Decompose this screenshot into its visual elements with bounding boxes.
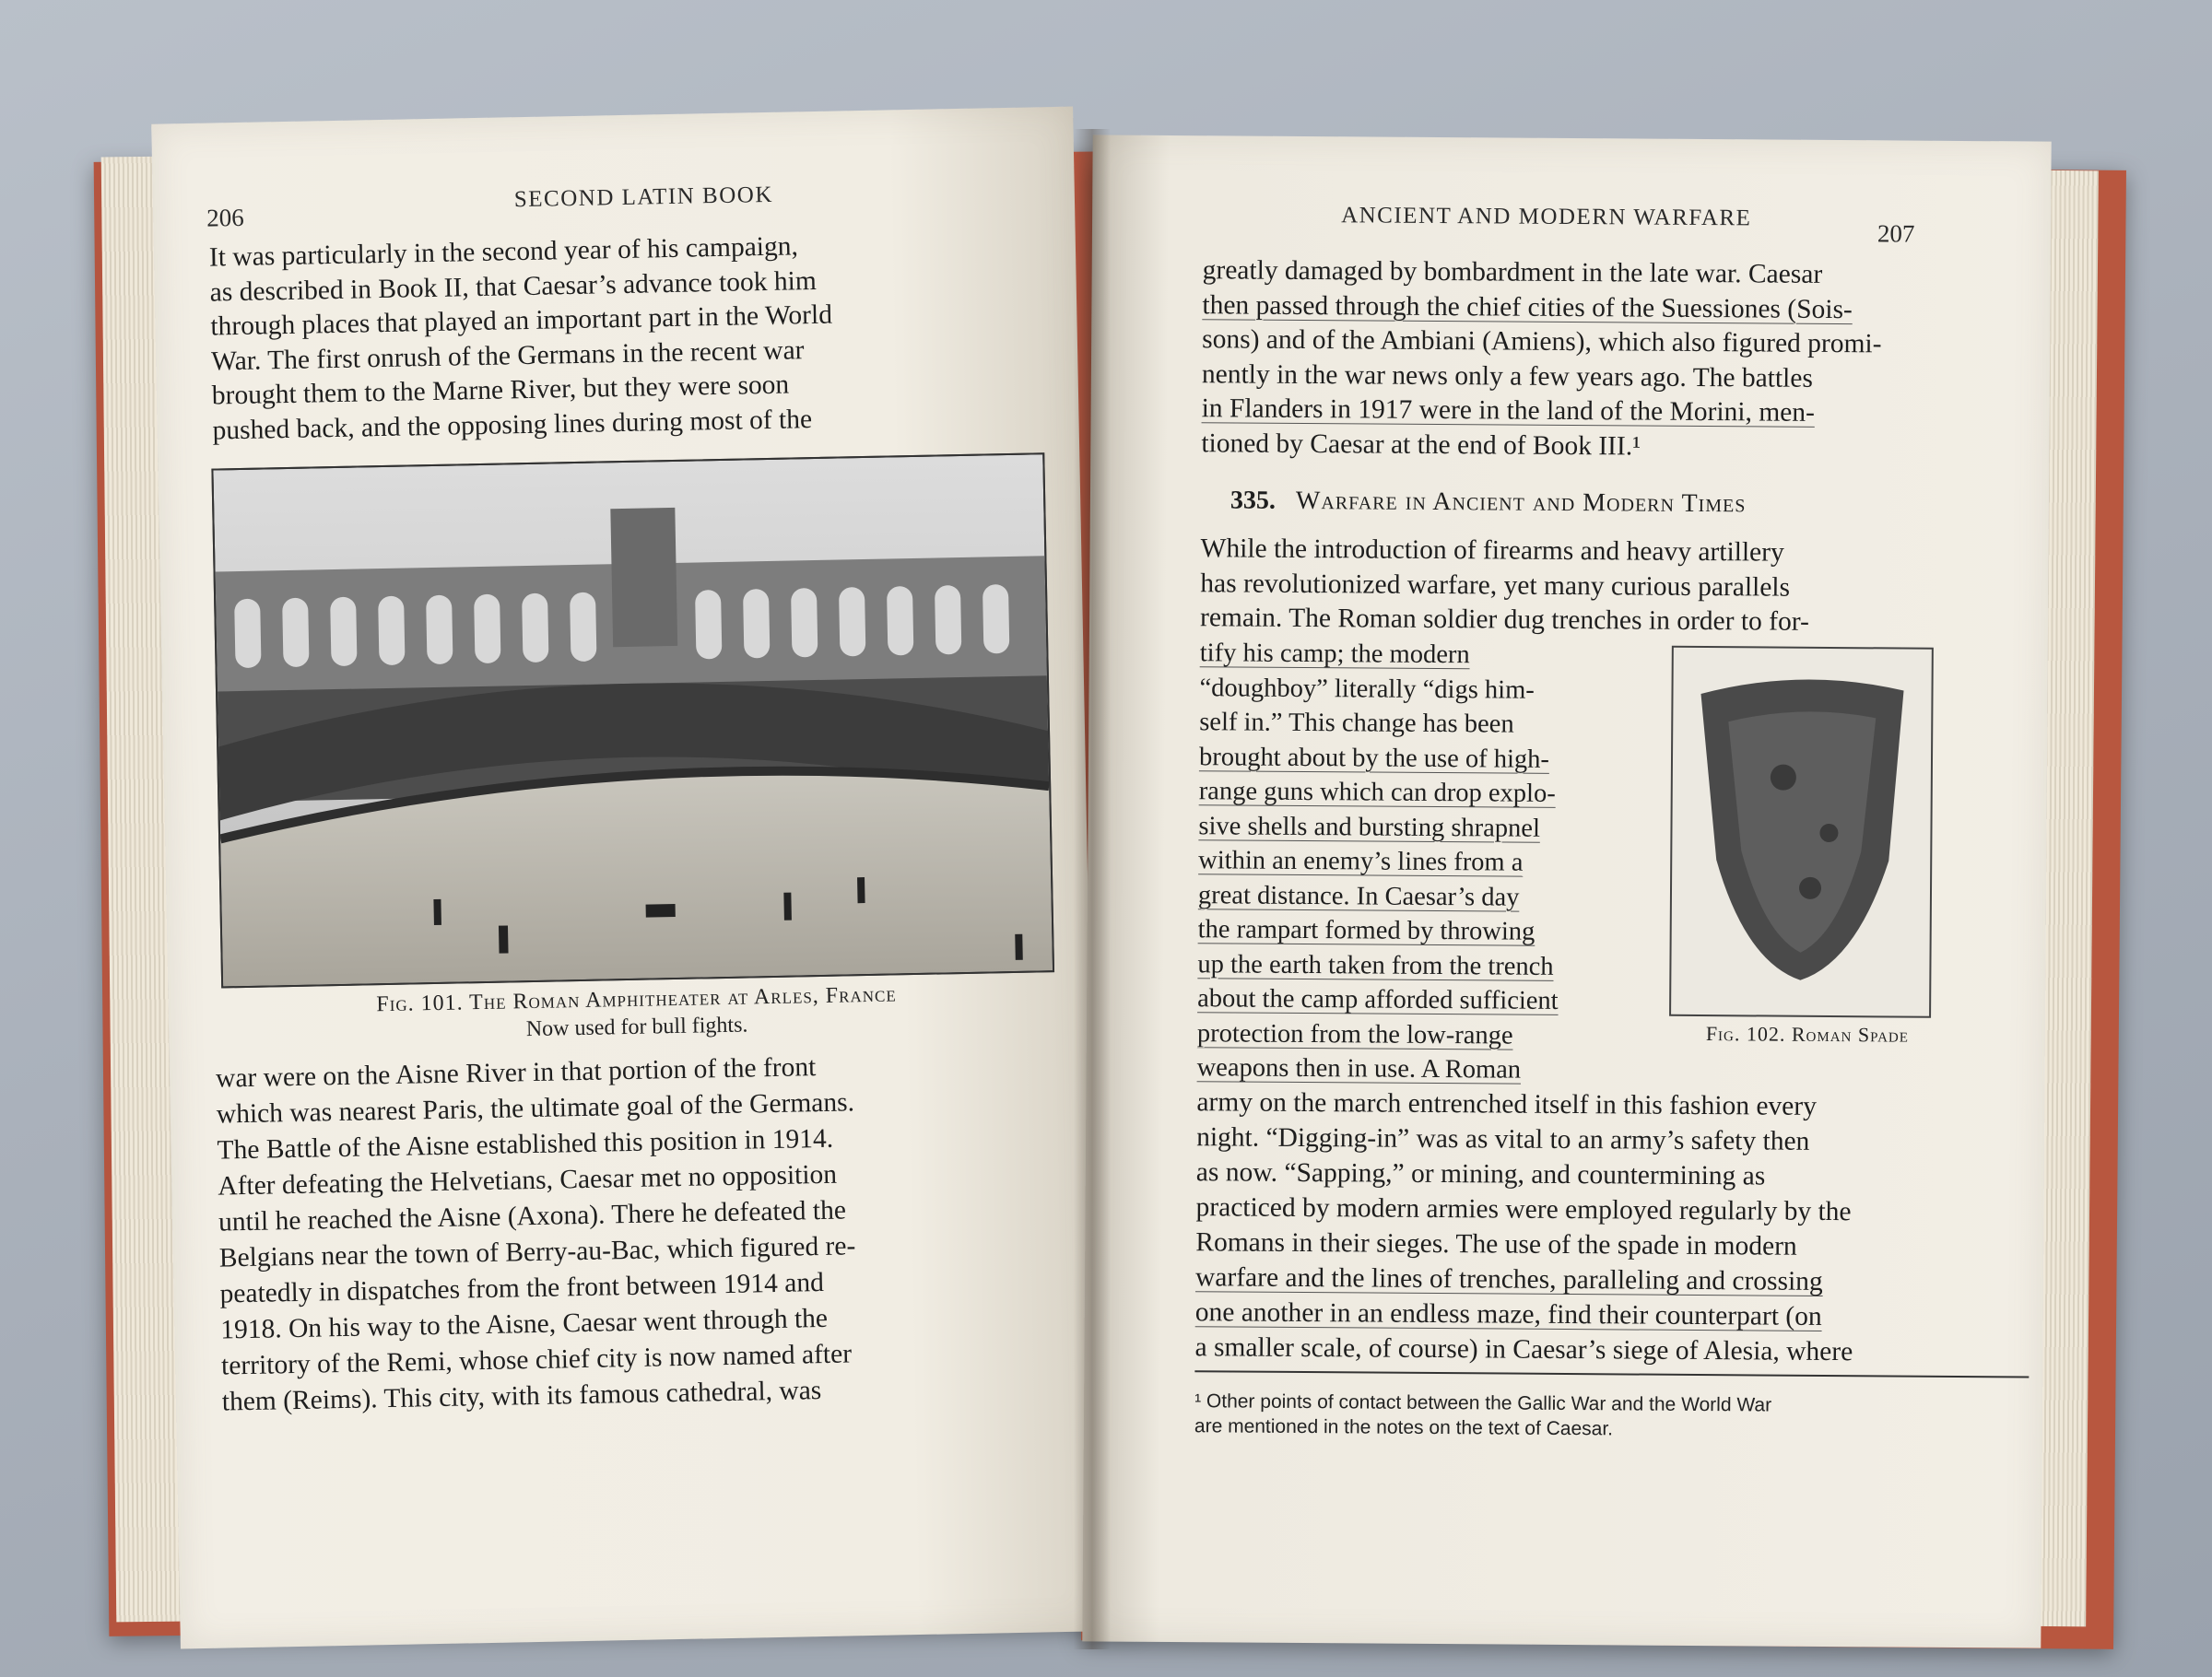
text-line: great distance. In Caesar’s day	[1197, 880, 1520, 912]
text-line: nently in the war news only a few years ago. The battles	[1201, 358, 1814, 393]
text-line: night. “Digging-in” was as vital to an army’s safety then	[1196, 1122, 1810, 1156]
text-line: remain. The Roman soldier dug trenches in order to for-	[1199, 603, 1809, 637]
text-line: one another in an endless maze, find their counterpart (on	[1194, 1297, 1822, 1331]
section-heading	[1230, 486, 1747, 519]
footnote-rule	[1194, 1370, 2029, 1378]
running-head: SECOND LATIN BOOK	[513, 182, 774, 213]
text-line: Belgians near the town of Berry-au-Bac, which figured re-	[218, 1231, 856, 1273]
text-line: which was nearest Paris, the ultimate goal of the Germans.	[216, 1087, 855, 1130]
text-line: After defeating the Helvetians, Caesar met no opposition	[218, 1159, 838, 1202]
text-line: greatly damaged by bombardment in the late war. Caesar	[1202, 255, 1823, 289]
text-line: sons) and of the Ambiani (Amiens), which also figured promi-	[1202, 324, 1882, 359]
figure-101-caption	[221, 978, 1052, 1049]
text-line: war were on the Aisne River in that portion of the front	[215, 1052, 817, 1094]
text-line: a smaller scale, of course) in Caesar’s siege of Alesia, where	[1194, 1332, 1853, 1367]
figure-101-title: Fig. 101. The Roman Amphitheater at Arles, France	[376, 982, 897, 1017]
section-number: 335.	[1230, 486, 1277, 515]
text-line: them (Reims). This city, with its famous cathedral, was	[221, 1376, 822, 1417]
narrow-paragraph	[1197, 636, 1652, 1088]
left-page	[151, 107, 1102, 1649]
text-line: War. The first onrush of the Germans in the recent war	[210, 334, 805, 377]
text-line: about the camp afforded sufficient	[1197, 984, 1559, 1015]
footnote-line: are mentioned in the notes on the text of Caesar.	[1194, 1415, 1614, 1440]
text-line: warfare and the lines of trenches, paralleling and crossing	[1194, 1262, 1823, 1296]
text-line: brought about by the use of high-	[1198, 742, 1550, 774]
roman-spade-image	[1671, 648, 1932, 1016]
running-head: ANCIENT AND MODERN WARFARE	[1341, 203, 1752, 231]
text-line: sive shells and bursting shrapnel	[1198, 811, 1541, 843]
right-page	[1082, 135, 2051, 1648]
text-line: While the introduction of firearms and heavy artillery	[1200, 534, 1784, 568]
amphitheater-image	[213, 454, 1053, 986]
text-line: as now. “Sapping,” or mining, and countermining as	[1195, 1157, 1766, 1191]
top-paragraph	[209, 225, 1052, 448]
text-line: It was particularly in the second year of his campaign,	[208, 231, 799, 273]
text-line: practiced by modern armies were employed regularly by the	[1195, 1192, 1852, 1227]
continued-paragraph	[1194, 1085, 2030, 1370]
text-line: in Flanders in 1917 were in the land of the Morini, men-	[1201, 393, 1815, 428]
text-line: tify his camp; the modern	[1199, 639, 1470, 670]
figure-101-subtitle: Now used for bull fights.	[525, 1013, 748, 1042]
text-line: Romans in their sieges. The use of the spade in modern	[1195, 1227, 1797, 1261]
text-line: through places that played an important part in the World	[210, 299, 833, 342]
text-line: as described in Book II, that Caesar’s advance took him	[209, 265, 818, 308]
figure-102-caption: Fig. 102. Roman Spade	[1705, 1022, 1910, 1047]
text-line: self in.” This change has been	[1199, 708, 1514, 739]
text-line: brought them to the Marne River, but they were soon	[211, 369, 790, 411]
text-line: within an enemy’s lines from a	[1198, 846, 1524, 877]
text-line: territory of the Remi, whose chief city is now named after	[220, 1339, 853, 1381]
text-line: the rampart formed by throwing	[1197, 915, 1535, 946]
text-line: The Battle of the Aisne established this position in 1914.	[217, 1123, 834, 1166]
section-title: Warfare in Ancient and Modern Times	[1295, 486, 1747, 519]
page-number: 206	[206, 203, 244, 232]
text-line: protection from the low-range	[1196, 1018, 1513, 1050]
text-line: then passed through the chief cities of the Suessiones (Sois-	[1202, 289, 1853, 324]
bottom-paragraph	[216, 1045, 1070, 1421]
amphitheater-photo	[211, 452, 1054, 988]
text-line: range guns which can drop explo-	[1198, 777, 1556, 808]
text-line: until he reached the Aisne (Axona). There he defeated the	[218, 1195, 847, 1237]
text-line: army on the march entrenched itself in this fashion every	[1196, 1087, 1818, 1121]
footnote	[1194, 1389, 2029, 1444]
text-line: has revolutionized warfare, yet many curious parallels	[1200, 568, 1791, 603]
text-line: weapons then in use. A Roman	[1196, 1053, 1522, 1085]
page-number: 207	[1877, 219, 1915, 248]
section-paragraph	[1200, 532, 2035, 641]
text-line: pushed back, and the opposing lines during most of the	[212, 404, 813, 446]
roman-spade-photo	[1669, 646, 1934, 1018]
text-line: “doughboy” literally “digs him-	[1199, 673, 1535, 705]
footnote-line: ¹ Other points of contact between the Gallic War and the World War	[1194, 1390, 1772, 1416]
text-line: up the earth taken from the trench	[1197, 949, 1554, 981]
text-line: 1918. On his way to the Aisne, Caesar went through the	[220, 1303, 829, 1345]
book-gutter	[1074, 129, 1111, 1649]
top-paragraph	[1201, 253, 2037, 466]
text-line: peatedly in dispatches from the front between 1914 and	[219, 1267, 825, 1309]
text-line: tioned by Caesar at the end of Book III.¹	[1201, 428, 1641, 462]
